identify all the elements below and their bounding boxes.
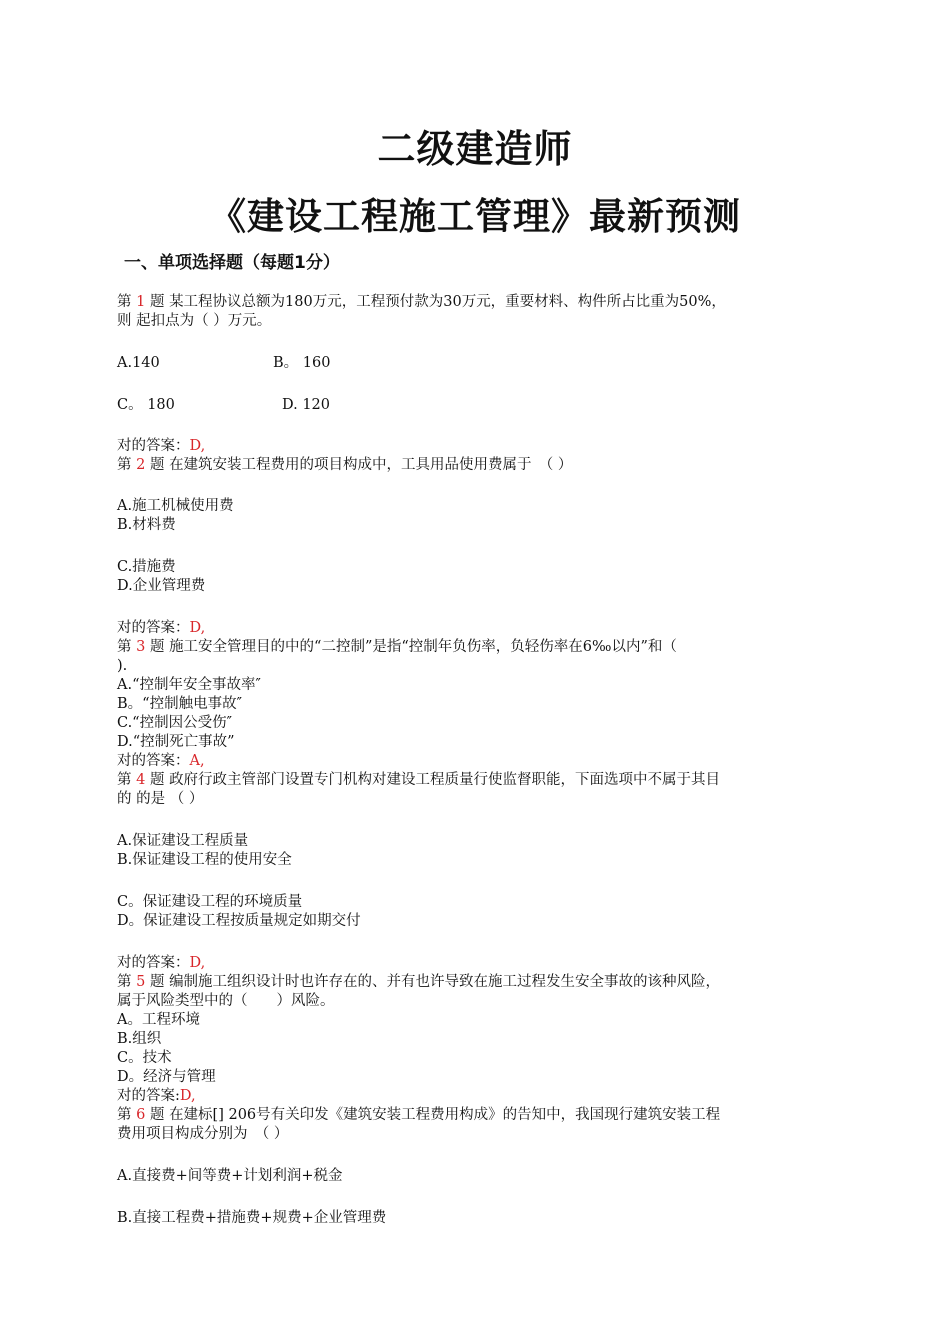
- question-5-option-c: C。技术: [117, 1050, 172, 1066]
- question-number: 4: [136, 772, 146, 788]
- question-text: 在建标[] 206号有关印发《建筑安装工程费用构成》的告知中，我国现行建筑安装工程: [169, 1107, 721, 1123]
- question-4-option-d: D。保证建设工程按质量规定如期交付: [117, 913, 361, 929]
- answer-label: 对的答案:: [117, 1088, 180, 1104]
- question-prefix: 第: [117, 294, 132, 310]
- question-prefix: 第: [117, 639, 132, 655]
- question-6-option-b: B.直接工程费+措施费+规费+企业管理费: [117, 1210, 387, 1226]
- question-number: 6: [136, 1107, 146, 1123]
- question-prefix: 第: [117, 974, 132, 990]
- question-text: 编制施工组织设计时也许存在的、并有也许导致在施工过程发生安全事故的该种风险，: [169, 974, 721, 990]
- question-number: 3: [136, 639, 146, 655]
- question-2-option-d: D.企业管理费: [117, 578, 206, 594]
- question-text: 某工程协议总额为180万元，工程预付款为30万元，重要材料、构件所占比重为50%，: [169, 294, 726, 310]
- question-suffix: 题: [149, 974, 165, 990]
- answer-value: A,: [189, 753, 205, 769]
- question-5-option-b: B.组织: [117, 1031, 162, 1047]
- question-3-option-d: D.“控制死亡事故”: [117, 734, 235, 750]
- question-2-stem: [117, 456, 572, 475]
- question-text: 施工安全管理目的中的“二控制”是指“控制年负伤率，负轻伤率在6‰以内”和（: [169, 639, 677, 655]
- question-6-option-a: A.直接费+间等费+计划利润+税金: [117, 1168, 343, 1184]
- question-4-answer: [117, 954, 205, 973]
- document-title: 二级建造师: [377, 127, 573, 171]
- question-1-option-b: B。 160: [273, 355, 331, 371]
- document-subtitle: 《建设工程施工管理》最新预测: [209, 195, 741, 238]
- answer-label: 对的答案：: [117, 620, 190, 636]
- answer-label: 对的答案：: [117, 955, 190, 971]
- question-prefix: 第: [117, 457, 132, 473]
- question-1-answer: [117, 437, 205, 456]
- question-3-answer: [117, 752, 205, 771]
- question-prefix: 第: [117, 1107, 132, 1123]
- question-3-option-c: C.“控制因公受伤″: [117, 715, 233, 731]
- question-number: 1: [136, 294, 146, 310]
- answer-label: 对的答案：: [117, 438, 190, 454]
- question-2-answer: [117, 619, 205, 638]
- question-1-stem-cont: 则 起扣点为（ ）万元。: [117, 313, 272, 329]
- question-6-stem: [117, 1106, 720, 1125]
- question-3-stem-cont: ).: [117, 658, 128, 674]
- question-suffix: 题: [149, 457, 165, 473]
- question-3-stem: [117, 638, 677, 657]
- question-suffix: 题: [149, 294, 165, 310]
- question-4-stem-cont: 的 的是 （ ）: [117, 791, 204, 807]
- question-2-option-b: B.材料费: [117, 517, 176, 533]
- question-2-option-a: A.施工机械使用费: [117, 498, 234, 514]
- question-5-option-a: A。工程环境: [117, 1012, 200, 1028]
- answer-label: 对的答案：: [117, 753, 190, 769]
- answer-value: D,: [179, 1088, 196, 1104]
- question-5-answer: [117, 1087, 196, 1106]
- question-suffix: 题: [149, 1107, 165, 1123]
- question-1-option-d: D. 120: [282, 397, 331, 413]
- question-4-option-a: A.保证建设工程质量: [117, 833, 249, 849]
- question-text: 政府行政主管部门设置专门机构对建设工程质量行使监督职能，下面选项中不属于其目: [169, 772, 721, 788]
- question-4-option-c: C。保证建设工程的环境质量: [117, 894, 303, 910]
- section-heading: 一、单项选择题（每题1分）: [124, 253, 340, 273]
- question-suffix: 题: [149, 639, 165, 655]
- question-1-option-a: A.140: [117, 355, 160, 371]
- question-prefix: 第: [117, 772, 132, 788]
- question-6-stem-cont: 费用项目构成分别为 （ ）: [117, 1126, 289, 1142]
- question-5-stem-cont: 属于风险类型中的（ ）风险。: [117, 993, 335, 1009]
- question-number: 5: [136, 974, 146, 990]
- question-2-option-c: C.措施费: [117, 559, 176, 575]
- question-3-option-b: B。“控制触电事故″: [117, 696, 242, 712]
- question-4-option-b: B.保证建设工程的使用安全: [117, 852, 292, 868]
- question-1-stem: [117, 293, 726, 312]
- question-text: 在建筑安装工程费用的项目构成中，工具用品使用费属于 （ ）: [169, 457, 573, 473]
- question-suffix: 题: [149, 772, 165, 788]
- answer-value: D,: [189, 438, 206, 454]
- question-5-option-d: D。经济与管理: [117, 1069, 216, 1085]
- answer-value: D,: [189, 955, 206, 971]
- question-number: 2: [136, 457, 146, 473]
- answer-value: D,: [189, 620, 206, 636]
- question-4-stem: [117, 771, 720, 790]
- question-3-option-a: A.“控制年安全事故率″: [117, 677, 261, 693]
- question-1-option-c: C。 180: [117, 397, 175, 413]
- question-5-stem: [117, 973, 720, 992]
